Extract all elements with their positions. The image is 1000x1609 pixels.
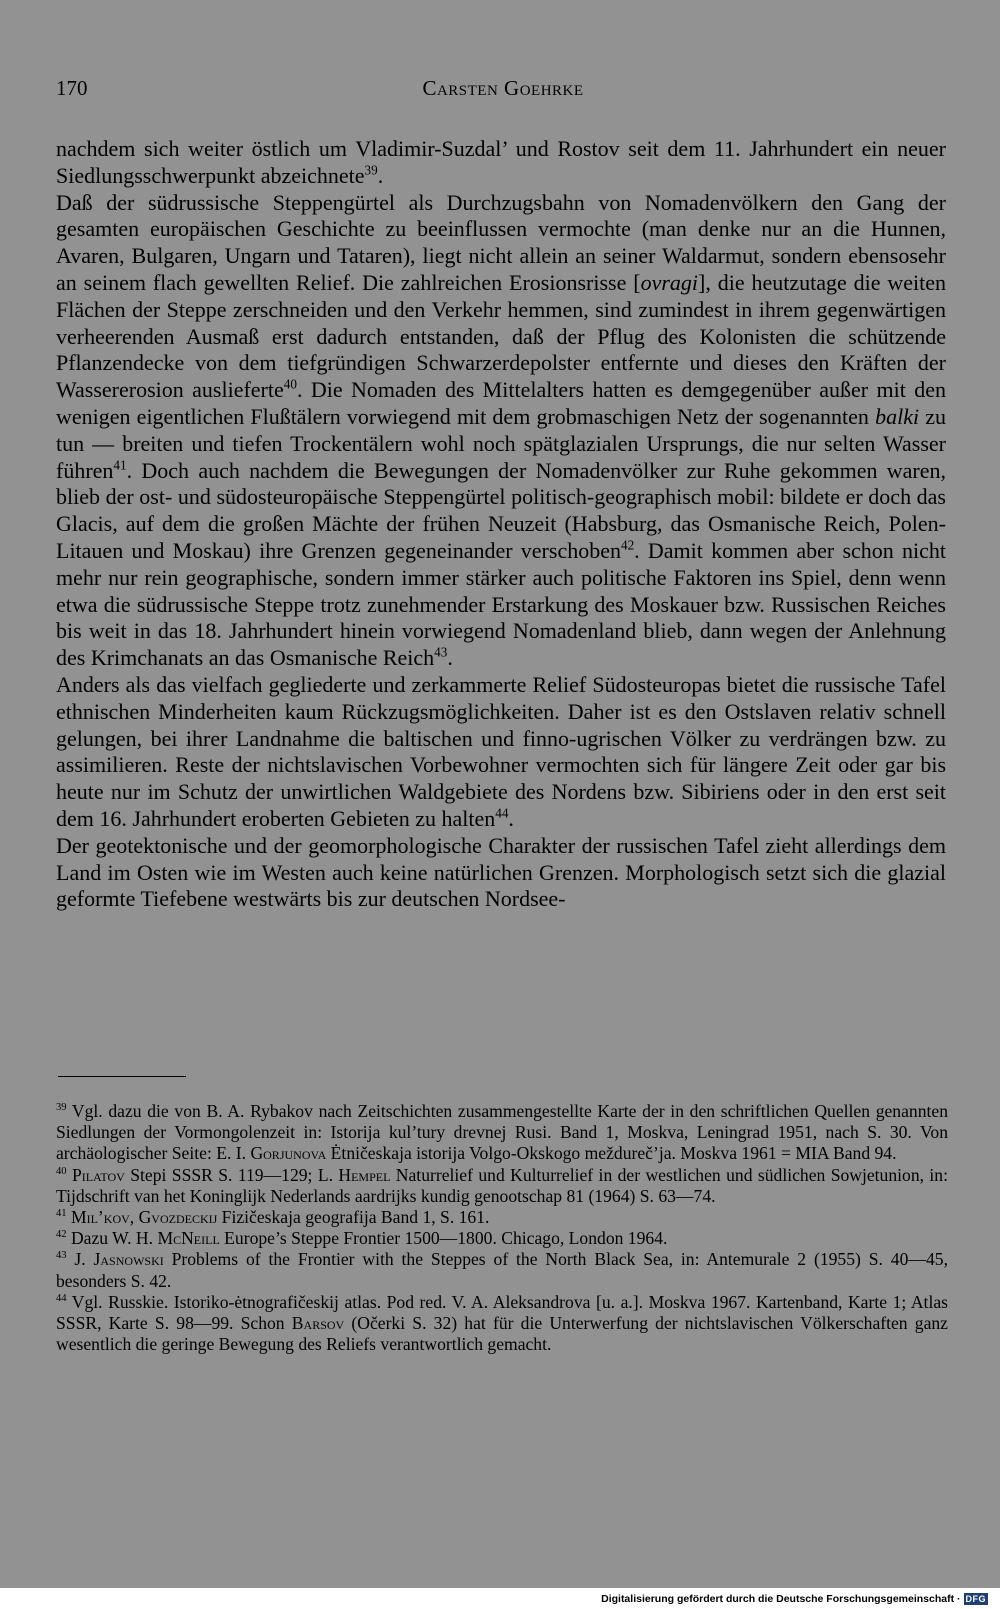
footnotes xyxy=(56,1101,948,1355)
paragraph xyxy=(56,833,946,913)
text-run: Ėtničeskaja istorija Volgo-Okskogo meždureč’ja. Moskva 1961 = MIA Band 94. xyxy=(326,1143,897,1164)
footnote-divider xyxy=(58,1076,186,1077)
text-run: . Damit kommen aber schon nicht mehr nur rein geographische, sondern immer stärker auch politische Faktoren ins Spiel, denn wenn etwa die südrussische Steppe trotz zunehmender Erstarkung des Moskauer bzw. Russischen Reiches bis weit in das 18. Jahrhundert hinein vorwiegend Nomadenland blieb, dann wegen der Anlehnung des Krimchanats an das Osmanische Reich xyxy=(56,537,947,671)
text-run: Daß der südrussische Steppengürtel als Durchzugsbahn von Nomadenvölkern den Gang der gesamten europäischen Geschichte zu beeinflussen vermochte (man denke nur an die Hunnen, Avaren, Bulgaren, Ungarn und Tataren), liegt nicht allein an seiner Waldarmut, sondern ebensosehr an seinem flach gewellten Relief. Die zahlreichen Erosionsrisse [ xyxy=(56,189,946,295)
text-run: Vgl. Russkie. Istoriko-ėtnografičeskij atlas. Pod red. V. A. Aleksandrova [u. a.]. Moskva 1967. Kartenband, Karte 1; Atlas SSSR, Karte S. 98—99. Schon xyxy=(56,1291,948,1334)
author-name: Mil’kov, Gvozdeckij xyxy=(70,1207,218,1228)
author-name: Pilatov xyxy=(71,1164,125,1185)
footnote-number: 43 xyxy=(56,1250,67,1262)
author-name: Gorjunova xyxy=(250,1143,327,1164)
running-head-author: Carsten Goehrke xyxy=(422,76,584,100)
text-run: . Doch auch nachdem die Bewegungen der Nomadenvölker zur Ruhe gekommen waren, blieb der ost- und südosteuropäische Steppengürtel politisch-geographisch mobil: bildete er doch das Glacis, auf dem die großen Mächte der frühen Neuzeit (Habsburg, das Osmanische Reich, Polen-Litauen und Moskau) ihre Grenzen gegeneinander verschoben xyxy=(56,457,946,563)
footnote-number: 39 xyxy=(56,1102,67,1114)
text-run: Stepi SSSR S. 119—129; L. xyxy=(124,1164,339,1185)
footnote-number: 42 xyxy=(56,1229,67,1241)
footnote xyxy=(56,1292,948,1356)
text-run: Der geotektonische und der geomorphologische Charakter der russischen Tafel zieht allerdings dem Land im Osten wie im Westen auch keine natürlichen Grenzen. Morphologisch setzt sich die glazial geformte Tiefebene westwärts bis zur deutschen Nordsee- xyxy=(56,832,946,912)
text-run: Naturrelief und Kulturrelief in der westlichen und südlichen Sowjetunion, in: Tijdschrift van het Koninglijk Nederlands aardrijks kundig genootschap 81 (1964) S. 63—74. xyxy=(56,1164,948,1206)
text-run: J. xyxy=(66,1249,94,1270)
text-run: nachdem sich weiter östlich um Vladimir-Suzdal’ und Rostov seit dem 11. Jahrhundert ein neuer Siedlungsschwerpunkt abzeichnete xyxy=(56,136,946,188)
footnote-ref: 41 xyxy=(113,457,127,473)
text-run: Dazu W. H. xyxy=(66,1228,158,1249)
author-name: Hempel xyxy=(338,1164,391,1185)
footnote-number: 41 xyxy=(56,1208,67,1220)
footnote-number: 40 xyxy=(56,1165,67,1177)
text-run: . Die Nomaden des Mittelalters hatten es demgegenüber außer mit den wenigen eigentlichen Flußtälern vorwiegend mit dem grobmaschigen Netz der sogenannten xyxy=(56,377,947,429)
footnote-number: 44 xyxy=(56,1292,67,1304)
author-name: Jasnowski xyxy=(93,1249,164,1270)
footnote-ref: 42 xyxy=(620,537,635,553)
text-run: ], die heutzutage die weiten Flächen der Steppe zerschneiden und den Verkehr hemmen, sind zumindest in ihrem gegenwärtigen verheerenden Ausmaß erst dadurch entstanden, daß der Pflug des Kolonisten die schützende Pflanzendecke von dem tiefgründigen Schwarzerdepolster entfernte und dieses den Kräften der Wassererosion auslieferte xyxy=(56,269,946,403)
paragraph xyxy=(56,190,946,672)
text-run: (Očerki S. 32) hat für die Unterwerfung der nichtslavischen Völkerschaften ganz wesentlich die geringe Bewegung des Reliefs verantwortlich gemacht. xyxy=(56,1313,948,1355)
footnote-ref: 39 xyxy=(364,162,378,178)
text-run: . xyxy=(447,645,453,671)
footnote xyxy=(56,1228,948,1249)
paragraph xyxy=(56,672,946,833)
text-run: Fizičeskaja geografija Band 1, S. 161. xyxy=(217,1207,490,1228)
footnote xyxy=(56,1101,948,1165)
italic-term: ovragi xyxy=(640,269,699,295)
author-name: Barsov xyxy=(291,1313,345,1334)
text-run: zu tun — breiten und tiefen Trockentälern wohl noch spätglazialen Ursprungs, die nur selten Wasser führen xyxy=(56,403,946,483)
credit-text: Digitalisierung gefördert durch die Deutsche Forschungsgemeinschaft · xyxy=(601,1593,961,1605)
footnote-ref: 44 xyxy=(495,805,509,821)
footnote-ref: 43 xyxy=(434,644,448,660)
footnote xyxy=(56,1207,948,1228)
dfg-logo-icon: DFG xyxy=(965,1594,986,1604)
text-run: Vgl. dazu die von B. A. Rybakov nach Zeitschichten zusammengestellte Karte der in den schriftlichen Quellen genannten Siedlungen der Vormongolenzeit in: Istorija kul’tury drevnej Rusi. Band 1, Moskva, Leningrad 1951, nach S. 30. Von archäologischer Seite: E. I. xyxy=(56,1101,948,1164)
footnote xyxy=(56,1165,948,1207)
italic-term: balki xyxy=(875,403,920,429)
text-run: Europe’s Steppe Frontier 1500—1800. Chicago, London 1964. xyxy=(219,1228,668,1249)
footnote-ref: 40 xyxy=(283,376,297,392)
paragraph xyxy=(56,136,946,190)
author-name: McNeill xyxy=(157,1228,220,1249)
page-number: 170 xyxy=(56,76,88,100)
digitization-credit xyxy=(601,1592,988,1606)
text-run: Problems of the Frontier with the Steppes of the North Black Sea, in: Antemurale 2 (1955) S. 40—45, besonders S. 42. xyxy=(56,1249,948,1291)
page-header xyxy=(56,76,950,106)
text-run: Anders als das vielfach gegliederte und zerkammerte Relief Südosteuropas bietet die russische Tafel ethnischen Minderheiten kaum Rückzugsmöglichkeiten. Daher ist es den Ostslaven relativ schnell gelungen, bei ihrer Landnahme die baltischen und finno-ugrischen Völker zu verdrängen bzw. zu assimilieren. Reste der nichtslavischen Vorbewohner vermochten sich für längere Zeit oder gar bis heute nur im Schutz der unwirtlichen Waldgebiete des Nordens bzw. Sibiriens oder in den erst seit dem 16. Jahrhundert eroberten Gebieten zu halten xyxy=(56,671,946,831)
footnote xyxy=(56,1249,948,1291)
main-text xyxy=(56,136,946,913)
text-run: . xyxy=(508,805,514,831)
text-run: . xyxy=(377,162,384,188)
